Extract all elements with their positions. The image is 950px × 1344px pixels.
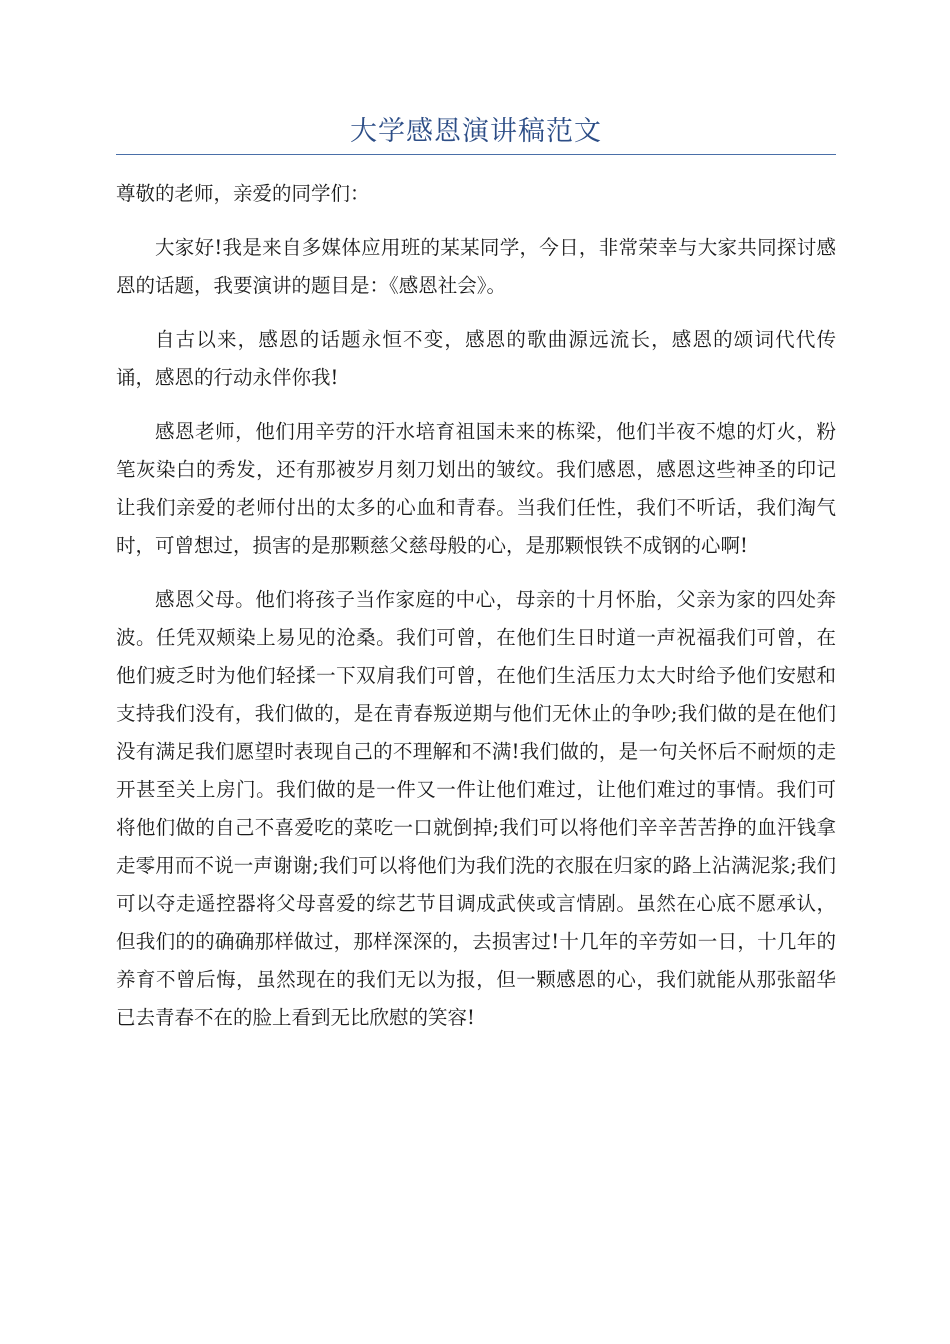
title-underline: [116, 154, 836, 155]
page-title: 大学感恩演讲稿范文: [350, 116, 602, 147]
paragraph-introduction: 自古以来，感恩的话题永恒不变，感恩的歌曲源远流长，感恩的颂词代代传诵，感恩的行动永伴你我!: [116, 328, 836, 389]
paragraph-parents: 感恩父母。他们将孩子当作家庭的中心，母亲的十月怀胎，父亲为家的四处奔波。任凭双颊染上易见的沧桑。我们可曾，在他们生日时道一声祝福我们可曾，在他们疲乏时为他们轻揉一下双肩我们可曾，在他们生活压力太大时给予他们安慰和支持我们没有，我们做的，是在青春叛逆期与他们无休止的争吵;我们做的是在他们没有满足我们愿望时表现自己的不理解和不满!我们做的，是一句关怀后不耐烦的走开甚至关上房门。我们做的是一件又一件让他们难过，让他们难过的事情。我们可将他们做的自己不喜爱吃的菜吃一口就倒掉;我们可以将他们辛辛苦苦挣的血汗钱拿走零用而不说一声谢谢;我们可以将他们为我们洗的衣服在归家的路上沾满泥浆;我们可以夺走遥控器将父母喜爱的综艺节目调成武侠或言情剧。虽然在心底不愿承认，但我们的的确确那样做过，那样深深的，去损害过!十几年的辛劳如一日，十几年的养育不曾后悔，虽然现在的我们无以为报，但一颗感恩的心，我们就能从那张韶华已去青春不在的脸上看到无比欣慰的笑容!: [116, 588, 836, 1029]
paragraph-greeting: 大家好!我是来自多媒体应用班的某某同学，今日，非常荣幸与大家共同探讨感恩的话题，我要演讲的题目是：《感恩社会》。: [116, 236, 836, 297]
paragraph-teachers: 感恩老师，他们用辛劳的汗水培育祖国未来的栋梁，他们半夜不熄的灯火，粉笔灰染白的秀发，还有那被岁月刻刀划出的皱纹。我们感恩，感恩这些神圣的印记让我们亲爱的老师付出的太多的心血和青春。当我们任性，我们不听话，我们淘气时，可曾想过，损害的是那颗慈父慈母般的心，是那颗恨铁不成钢的心啊!: [116, 420, 836, 557]
salutation: 尊敬的老师，亲爱的同学们：: [116, 182, 370, 205]
document-page: [116, 112, 836, 1037]
